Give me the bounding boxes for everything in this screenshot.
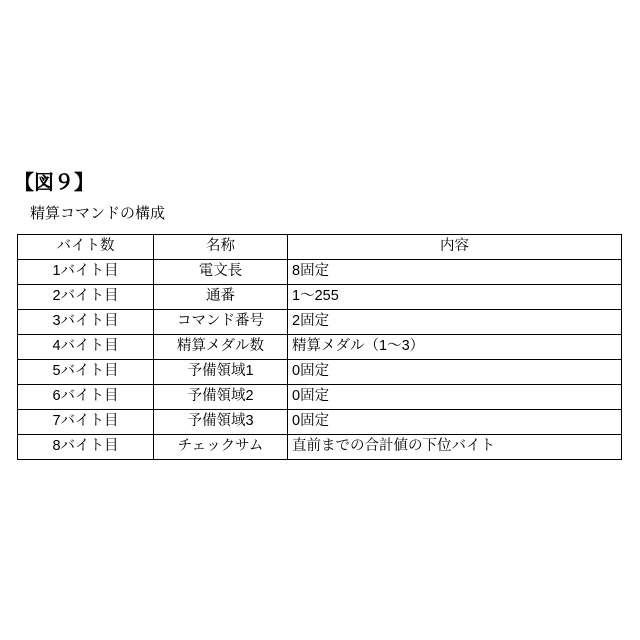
cell-bytes: 6バイト目 [18,385,154,410]
cell-description: 精算メダル（1〜3） [288,335,622,360]
table-row [18,310,622,335]
cell-bytes: 4バイト目 [18,335,154,360]
cell-name: 予備領域2 [154,385,288,410]
cell-description: 0固定 [288,410,622,435]
table-header [18,235,622,260]
cell-name: 通番 [154,285,288,310]
table-row [18,335,622,360]
cell-bytes: 2バイト目 [18,285,154,310]
column-header-name: 名称 [154,235,288,260]
cell-description: 2固定 [288,310,622,335]
table-container [17,234,621,460]
table-row [18,410,622,435]
cell-description: 1〜255 [288,285,622,310]
cell-description: 8固定 [288,260,622,285]
figure-caption: 精算コマンドの構成 [30,205,166,222]
cell-name: コマンド番号 [154,310,288,335]
cell-name: 電文長 [154,260,288,285]
cell-name: チェックサム [154,435,288,460]
cell-bytes: 8バイト目 [18,435,154,460]
table-body [18,260,622,460]
cell-bytes: 1バイト目 [18,260,154,285]
table-row [18,435,622,460]
cell-bytes: 3バイト目 [18,310,154,335]
table-row [18,285,622,310]
cell-name: 精算メダル数 [154,335,288,360]
cell-name: 予備領域3 [154,410,288,435]
cell-bytes: 5バイト目 [18,360,154,385]
column-header-description: 内容 [288,235,622,260]
cell-description: 直前までの合計値の下位バイト [288,435,622,460]
figure-label: 【図９】 [14,172,94,194]
table-row [18,360,622,385]
cell-description: 0固定 [288,385,622,410]
cell-bytes: 7バイト目 [18,410,154,435]
table-row [18,385,622,410]
cell-description: 0固定 [288,360,622,385]
table-row [18,260,622,285]
command-structure-table [17,234,622,460]
column-header-bytes: バイト数 [18,235,154,260]
cell-name: 予備領域1 [154,360,288,385]
table-header-row [18,235,622,260]
